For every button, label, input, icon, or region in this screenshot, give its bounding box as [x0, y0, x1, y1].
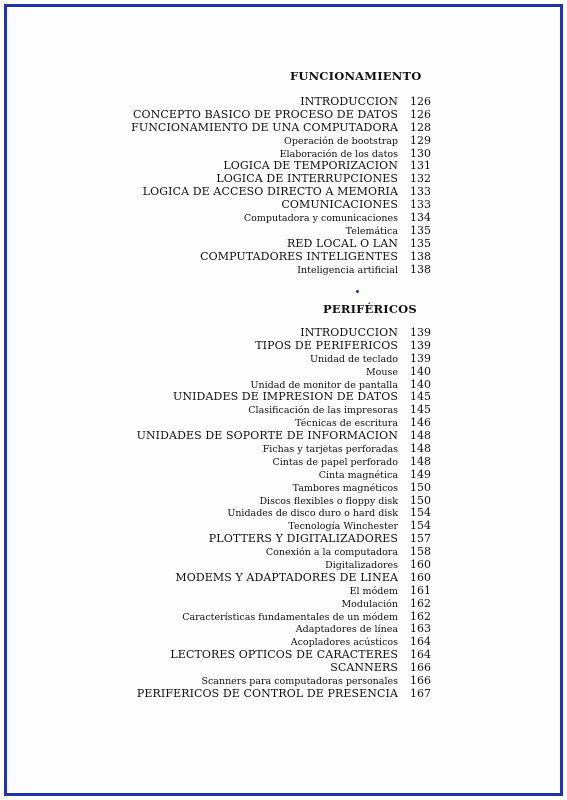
toc-entry-page-number: 161 [410, 583, 431, 597]
toc-entry [100, 251, 460, 264]
toc-perifericos [100, 327, 460, 701]
toc-entry-page-number: 145 [410, 390, 431, 404]
toc-entry-page-number: 126 [410, 95, 431, 108]
toc-entry [100, 122, 460, 135]
toc-entry [100, 430, 460, 443]
toc-entry [100, 559, 460, 572]
toc-entry-page-number: 149 [410, 467, 431, 481]
toc-entry-page-number: 134 [410, 211, 431, 225]
toc-entry [100, 173, 460, 186]
toc-entry-title: SCANNERS [330, 662, 398, 675]
toc-entry [100, 199, 460, 212]
toc-entry-title: LÓGICA DE TEMPORIZACIÓN [223, 160, 398, 173]
toc-entry-title: CONCEPTO BÁSICO DE PROCESO DE DATOS [132, 108, 398, 121]
toc-entry [100, 482, 460, 495]
toc-entry-page-number: 148 [410, 442, 431, 456]
toc-entry [100, 507, 460, 520]
toc-entry-page-number: 154 [410, 519, 431, 533]
toc-entry-title: FUNCIONAMIENTO DE UNA COMPUTADORA [131, 121, 398, 134]
toc-entry [100, 675, 460, 688]
toc-entry [100, 688, 460, 701]
toc-entry-page-number: 138 [410, 249, 431, 263]
toc-entry-page-number: 133 [410, 198, 431, 212]
toc-entry-page-number: 126 [410, 107, 431, 121]
toc-entry-page-number: 133 [410, 185, 431, 199]
toc-entry-page-number: 131 [410, 159, 431, 173]
toc-entry [100, 649, 460, 662]
toc-entry [100, 225, 460, 238]
toc-entry-title: MÓDEMS Y ADAPTADORES DE LÍNEA [175, 571, 398, 584]
toc-entry-page-number: 154 [410, 506, 431, 520]
toc-entry-page-number: 135 [410, 223, 431, 237]
toc-entry-title: Unidad de monitor de pantalla [250, 379, 398, 391]
toc-entry-title: Clasificación de las impresoras [248, 405, 398, 417]
toc-entry-title: Cinta magnética [318, 469, 398, 481]
toc-entry-page-number: 163 [410, 622, 431, 636]
toc-entry-title: UNIDADES DE IMPRESIÓN DE DATOS [173, 391, 398, 404]
toc-entry [100, 327, 460, 340]
toc-entry-title: Unidad de teclado [310, 353, 398, 365]
toc-entry-title: Operación de bootstrap [284, 135, 398, 147]
toc-entry-title: Telemática [345, 225, 398, 237]
toc-entry-page-number: 129 [410, 133, 431, 147]
toc-entry-title: Fichas y tarjetas perforadas [262, 444, 398, 456]
toc-entry [100, 533, 460, 546]
toc-entry-title: Tecnología Winchester [288, 521, 398, 533]
toc-entry-page-number: 139 [410, 351, 431, 365]
toc-entry [100, 417, 460, 430]
toc-entry [100, 520, 460, 533]
toc-entry-page-number: 158 [410, 545, 431, 559]
toc-entry [100, 96, 460, 109]
toc-entry [100, 495, 460, 508]
toc-entry [100, 148, 460, 161]
toc-entry-page-number: 160 [410, 558, 431, 572]
toc-funcionamiento [100, 96, 460, 276]
toc-entry-title: Inteligencia artificial [297, 264, 398, 276]
toc-entry-title: Modulación [341, 598, 398, 610]
toc-entry-title: Técnicas de escritura [295, 418, 398, 430]
toc-entry-page-number: 160 [410, 570, 431, 584]
toc-entry-page-number: 166 [410, 661, 431, 675]
toc-entry-title: Cintas de papel perforado [272, 456, 398, 468]
section-heading-perifericos: PERIFÉRICOS [323, 302, 417, 316]
toc-entry [100, 160, 460, 173]
toc-entry-title: El módem [349, 585, 398, 597]
toc-entry [100, 598, 460, 611]
toc-entry-title: LECTORES ÓPTICOS DE CARACTERES [170, 649, 398, 662]
toc-entry [100, 186, 460, 199]
toc-entry [100, 366, 460, 379]
toc-entry [100, 636, 460, 649]
toc-entry-page-number: 138 [410, 262, 431, 276]
toc-entry-title: Adaptadores de línea [295, 624, 398, 636]
toc-entry [100, 379, 460, 392]
toc-entry-title: PLOTTERS Y DIGITALIZADORES [208, 533, 398, 546]
toc-entry [100, 443, 460, 456]
toc-entry-page-number: 157 [410, 532, 431, 546]
toc-entry-page-number: 145 [410, 403, 431, 417]
toc-entry [100, 212, 460, 225]
toc-entry-title: Conexión a la computadora [265, 547, 398, 559]
toc-entry-title: PERIFÉRICOS DE CONTROL DE PRESENCIA [136, 687, 398, 700]
toc-entry-title: Tambores magnéticos [292, 482, 398, 494]
toc-entry [100, 662, 460, 675]
toc-entry-page-number: 140 [410, 377, 431, 391]
toc-entry-title: Acopladores acústicos [290, 637, 398, 649]
toc-entry-page-number: 139 [410, 338, 431, 352]
toc-entry-title: UNIDADES DE SOPORTE DE INFORMACIÓN [136, 430, 398, 443]
toc-entry-title: LÓGICA DE INTERRUPCIONES [216, 173, 398, 186]
toc-entry-page-number: 128 [410, 120, 431, 134]
toc-entry-title: Unidades de disco duro o hard disk [227, 508, 398, 520]
toc-entry-title: RED LOCAL O LAN [286, 237, 398, 250]
toc-entry-title: INTRODUCCIÓN [300, 96, 398, 108]
toc-entry-title: Computadora y comunicaciones [243, 213, 398, 225]
toc-entry-page-number: 150 [410, 493, 431, 507]
toc-entry-page-number: 146 [410, 416, 431, 430]
toc-entry-title: COMPUTADORES INTELIGENTES [200, 250, 398, 263]
toc-entry [100, 546, 460, 559]
toc-entry-page-number: 166 [410, 674, 431, 688]
toc-entry-title: Mouse [365, 366, 398, 378]
toc-entry [100, 469, 460, 482]
toc-entry-title: TIPOS DE PERIFÉRICOS [255, 339, 398, 352]
print-speck [356, 290, 359, 293]
toc-entry-page-number: 167 [410, 686, 431, 700]
toc-entry-page-number: 148 [410, 429, 431, 443]
toc-entry-page-number: 162 [410, 609, 431, 623]
toc-entry-page-number: 130 [410, 146, 431, 160]
toc-entry [100, 623, 460, 636]
toc-entry-title: LÓGICA DE ACCESO DIRECTO A MEMORIA [142, 186, 398, 199]
toc-entry-title: Elaboración de los datos [279, 148, 398, 160]
toc-entry [100, 340, 460, 353]
toc-entry-title: Características fundamentales de un módem [182, 611, 398, 623]
toc-entry [100, 456, 460, 469]
toc-entry [100, 353, 460, 366]
toc-entry-title: Discos flexibles o floppy disk [259, 495, 398, 507]
toc-entry-title: COMUNICACIONES [281, 199, 398, 212]
toc-entry-page-number: 164 [410, 635, 431, 649]
toc-entry-page-number: 139 [410, 326, 431, 339]
toc-entry [100, 109, 460, 122]
section-heading-funcionamiento: FUNCIONAMIENTO [290, 69, 422, 83]
toc-entry [100, 572, 460, 585]
toc-entry-title: Digitalizadores [325, 560, 398, 572]
toc-entry [100, 611, 460, 624]
toc-entry [100, 264, 460, 277]
toc-entry-page-number: 162 [410, 596, 431, 610]
toc-entry-title: INTRODUCCIÓN [300, 327, 398, 339]
toc-entry-title: Scanners para computadoras personales [201, 676, 398, 688]
toc-entry-page-number: 132 [410, 172, 431, 186]
toc-entry [100, 404, 460, 417]
toc-entry [100, 391, 460, 404]
toc-entry-page-number: 150 [410, 480, 431, 494]
toc-entry-page-number: 135 [410, 236, 431, 250]
toc-entry [100, 238, 460, 251]
toc-entry-page-number: 148 [410, 454, 431, 468]
toc-entry [100, 585, 460, 598]
toc-entry [100, 135, 460, 148]
toc-entry-page-number: 140 [410, 364, 431, 378]
toc-entry-page-number: 164 [410, 648, 431, 662]
